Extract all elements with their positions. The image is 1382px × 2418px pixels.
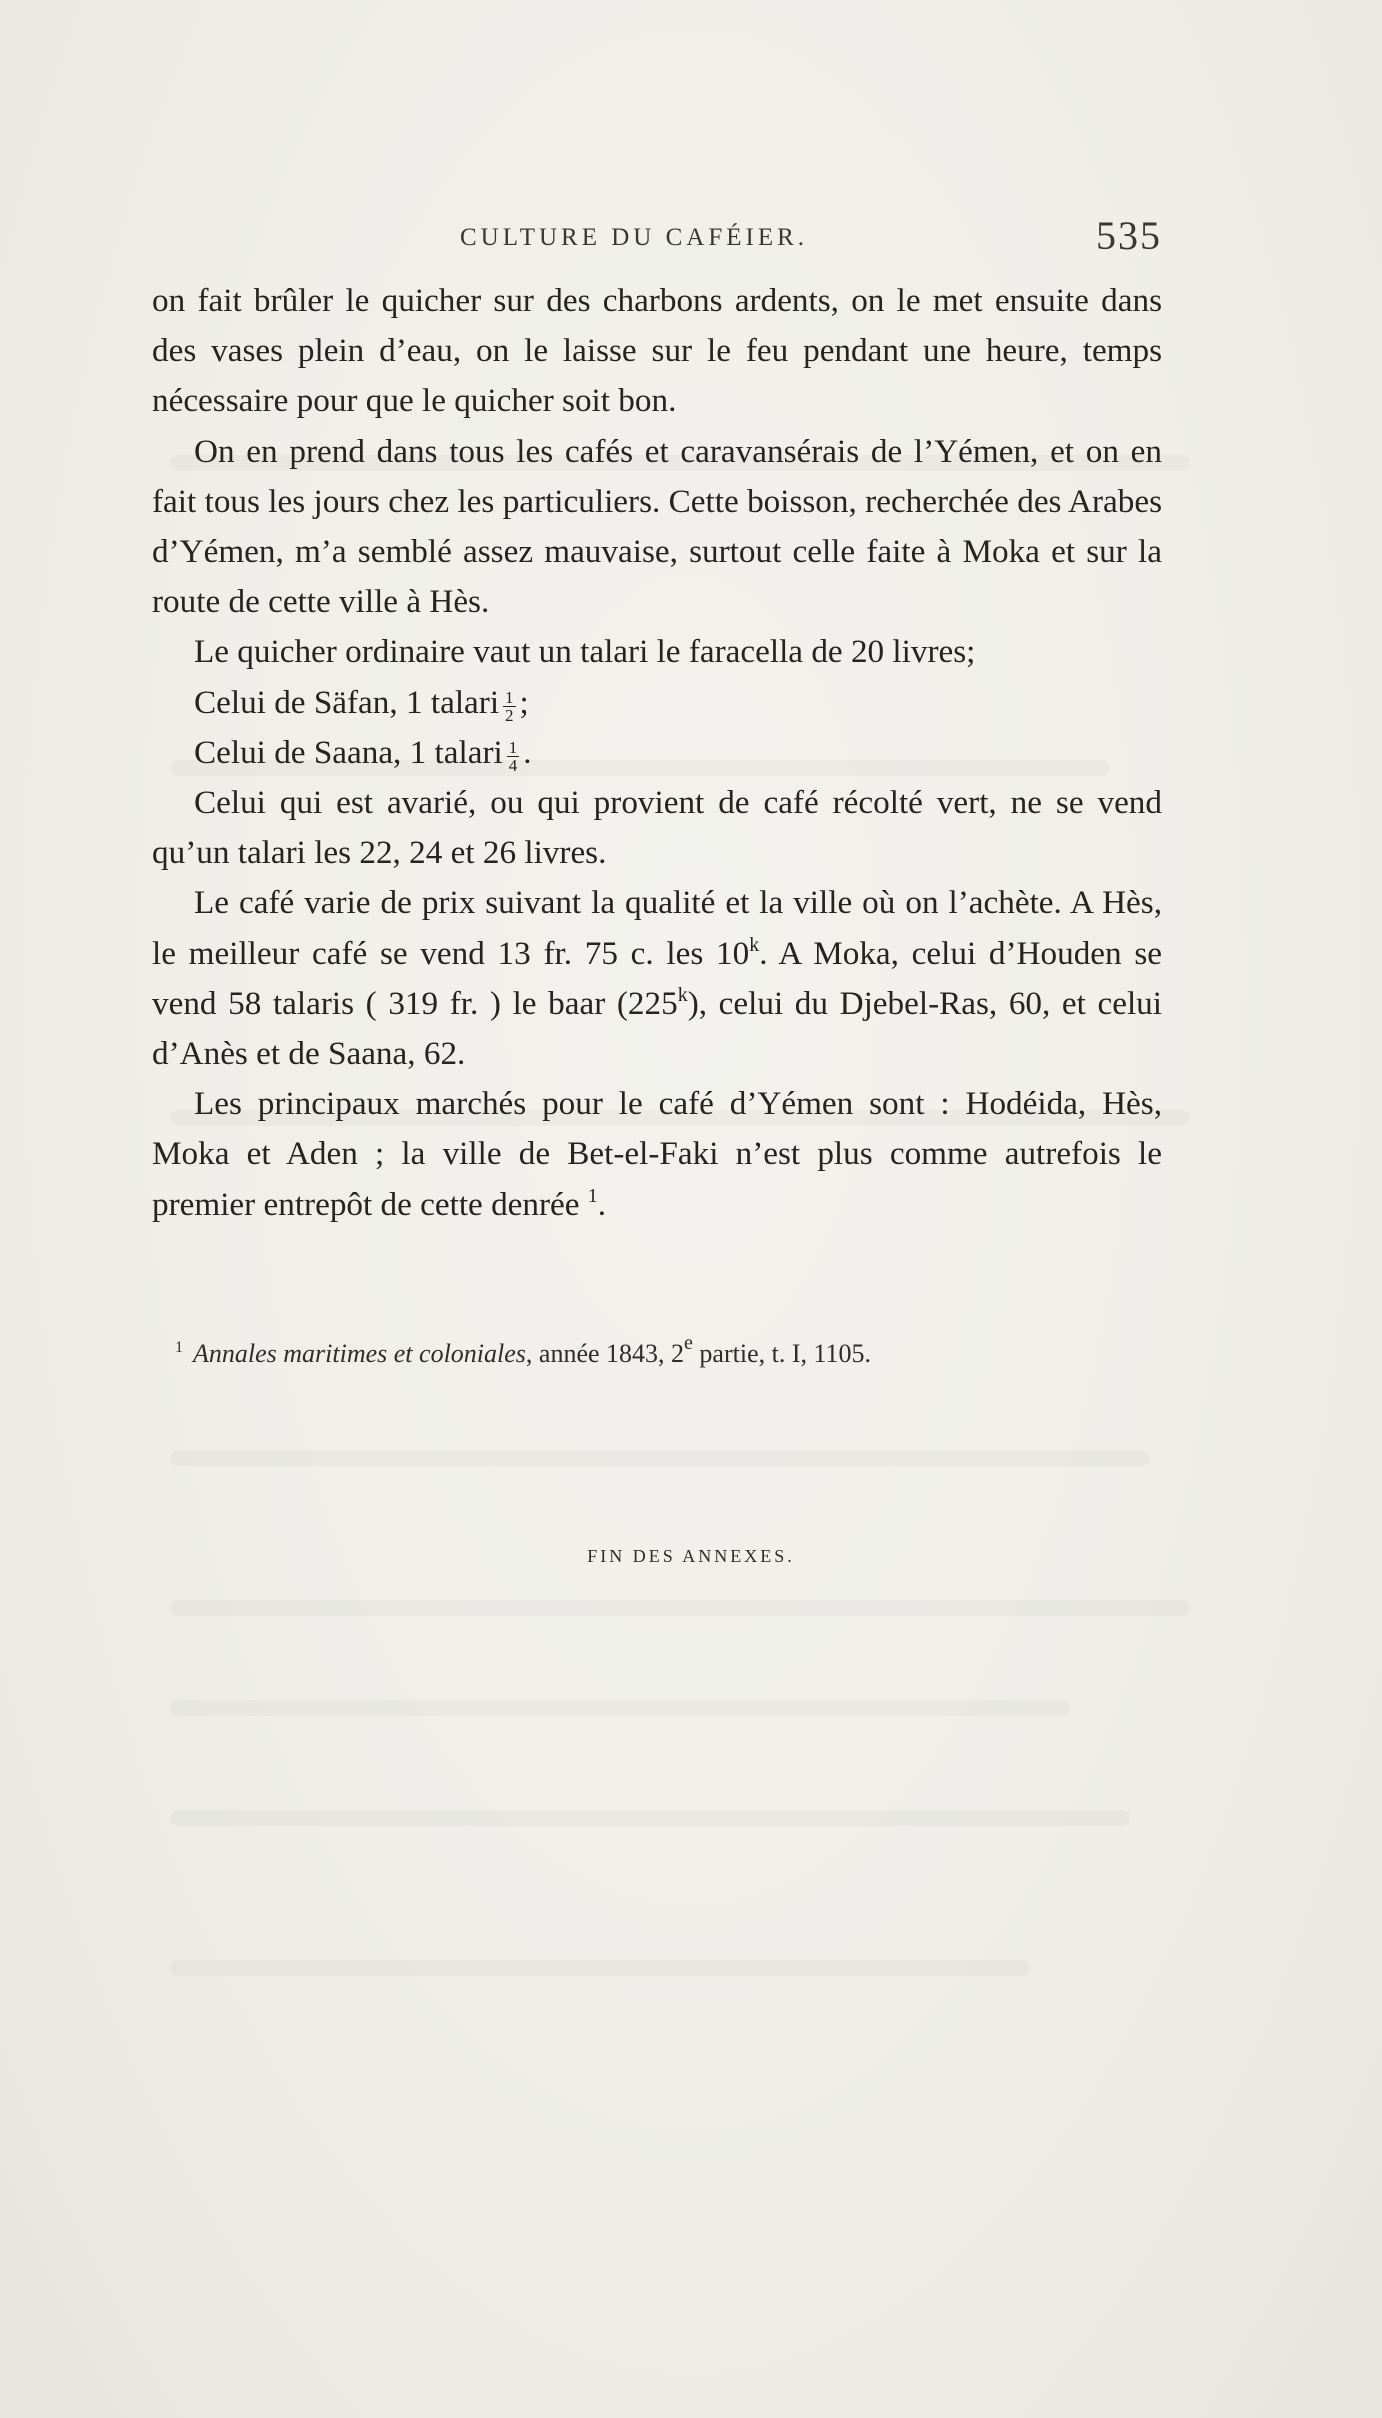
text-segment: Les principaux marchés pour le café d’Yémen sont : Hodéida, Hès, Moka et Aden ; la ville de Bet-el-Faki n’est plus comme autrefois le premier entrepôt de cette denrée xyxy=(152,1085,1162,1223)
superscript: k xyxy=(677,983,688,1006)
page-number: 535 xyxy=(1096,213,1162,258)
price-line-safan xyxy=(152,678,1162,728)
fraction-denominator: 2 xyxy=(505,705,514,725)
price-text: Celui de Saana, 1 talari xyxy=(194,733,503,771)
fraction xyxy=(507,739,520,774)
bleed-through-line xyxy=(170,1960,1030,1976)
text-segment: . A Moka, celui d’Houden se vend 58 talaris ( 319 fr. ) le baar (225 xyxy=(152,934,1162,1022)
paragraph-prix xyxy=(152,878,1162,1079)
footnote-mark: 1 xyxy=(175,1339,183,1356)
page-header xyxy=(152,212,1162,256)
paragraph-avarie: Celui qui est avarié, ou qui provient de café récolté vert, ne se vend qu’un talari les 22, 24 et 26 livres. xyxy=(152,784,1162,872)
text-segment: ), celui du Djebel-Ras, 60, et celui d’Anès et de Saana, 62. xyxy=(152,984,1162,1073)
footnote-reference: 1 xyxy=(587,1184,598,1207)
fraction xyxy=(503,689,516,724)
paragraph-marches xyxy=(152,1079,1162,1230)
footnote-title: Annales maritimes et coloniales xyxy=(193,1339,526,1368)
body-text xyxy=(152,276,1162,1230)
price-text: Celui de Säfan, 1 talari xyxy=(194,683,500,721)
footnote-text: , année 1843, 2 xyxy=(525,1339,685,1368)
bleed-through-line xyxy=(170,1810,1130,1826)
bleed-through-line xyxy=(170,1600,1190,1616)
punctuation: . xyxy=(597,1185,607,1223)
punctuation: . xyxy=(523,733,532,771)
fraction-numerator: 1 xyxy=(505,687,514,707)
fraction-numerator: 1 xyxy=(508,737,518,757)
footnote-text: partie, t. I, 1105. xyxy=(692,1339,872,1368)
fraction-denominator: 4 xyxy=(508,755,518,775)
text-segment: Le café varie de prix suivant la qualité et la ville où on l’achète. A Hès, le meilleur café se vend 13 fr. 75 c. les 10 xyxy=(152,884,1162,972)
footnote xyxy=(175,1330,1165,1372)
paragraph-continuation: on fait brûler le quicher sur des charbons ardents, on le met ensuite dans des vases plein d’eau, on le laisse sur le feu pendant une heure, temps nécessaire pour que le quicher soit bon. xyxy=(152,282,1162,420)
running-title: CULTURE DU CAFÉIER. xyxy=(460,224,809,251)
bleed-through-line xyxy=(170,1700,1070,1716)
superscript: e xyxy=(684,1332,693,1354)
paragraph-quicher-price: Le quicher ordinaire vaut un talari le faracella de 20 livres; xyxy=(194,633,976,671)
paragraph-cafes: On en prend dans tous les cafés et caravansérais de l’Yémen, et on en fait tous les jours chez les particuliers. Cette boisson, recherchée des Arabes d’Yémen, m’a semblé assez mauvaise, surtout celle faite à Moka et sur la route de cette ville à Hès. xyxy=(152,432,1162,621)
punctuation: ; xyxy=(519,683,529,721)
price-line-saana xyxy=(152,728,1162,778)
bleed-through-line xyxy=(170,1450,1150,1466)
superscript: k xyxy=(749,933,760,956)
end-of-annexes: FIN DES ANNEXES. xyxy=(587,1546,795,1566)
